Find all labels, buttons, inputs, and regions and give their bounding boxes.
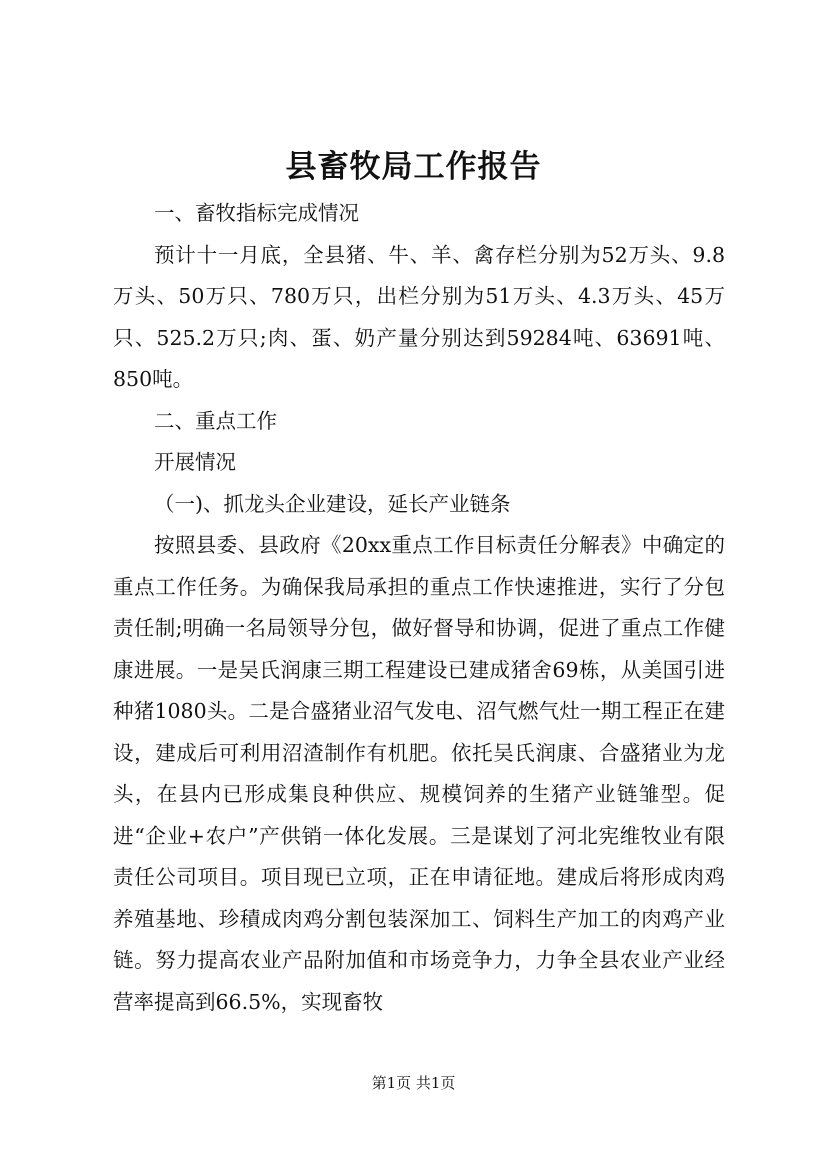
document-body bbox=[113, 193, 725, 1023]
paragraph-indicators: 预计十一月底，全县猪、牛、羊、禽存栏分别为52万头、9.8万头、50万只、780万只，出栏分别为51万头、4.3万头、45万只、525.2万只;肉、蛋、奶产量分别达到59284吨、63691吨、850吨。 bbox=[113, 242, 725, 391]
paragraph-leading-enterprises: 按照县委、县政府《20xx重点工作目标责任分解表》中确定的重点工作任务。为确保我局承担的重点工作快速推进，实行了分包责任制;明确一名局领导分包，做好督导和协调，促进了重点工作健康进展。一是吴氏润康三期工程建设已建成猪舍69栋，从美国引进种猪1080头。二是合盛猪业沼气发电、沼气燃气灶一期工程正在建设，建成后可利用沼渣制作有机肥。依托吴氏润康、合盛猪业为龙头，在县内已形成集良种供应、规模饲养的生猪产业链雏型。促进“企业+农户”产供销一体化发展。三是谋划了河北宪维牧业有限责任公司项目。项目现已立项，正在申请征地。建成后将形成肉鸡养殖基地、珍積成肉鸡分割包装深加工、饲料生产加工的肉鸡产业链。努力提高农业产品附加值和市场竞争力，力争全县农业产业经营率提高到66.5%，实现畜牧 bbox=[113, 533, 725, 1014]
section-subheading-progress: 开展情况 bbox=[154, 450, 236, 474]
document-title: 县畜牧局工作报告 bbox=[285, 149, 542, 185]
subsection-heading-leading-enterprises: （一)、抓龙头企业建设，延长产业链条 bbox=[154, 491, 511, 516]
section-heading-key-work: 二、重点工作 bbox=[154, 408, 277, 433]
section-heading-indicators: 一、畜牧指标完成情况 bbox=[154, 201, 359, 225]
page-footer: 第1页 共1页 bbox=[371, 1074, 456, 1092]
